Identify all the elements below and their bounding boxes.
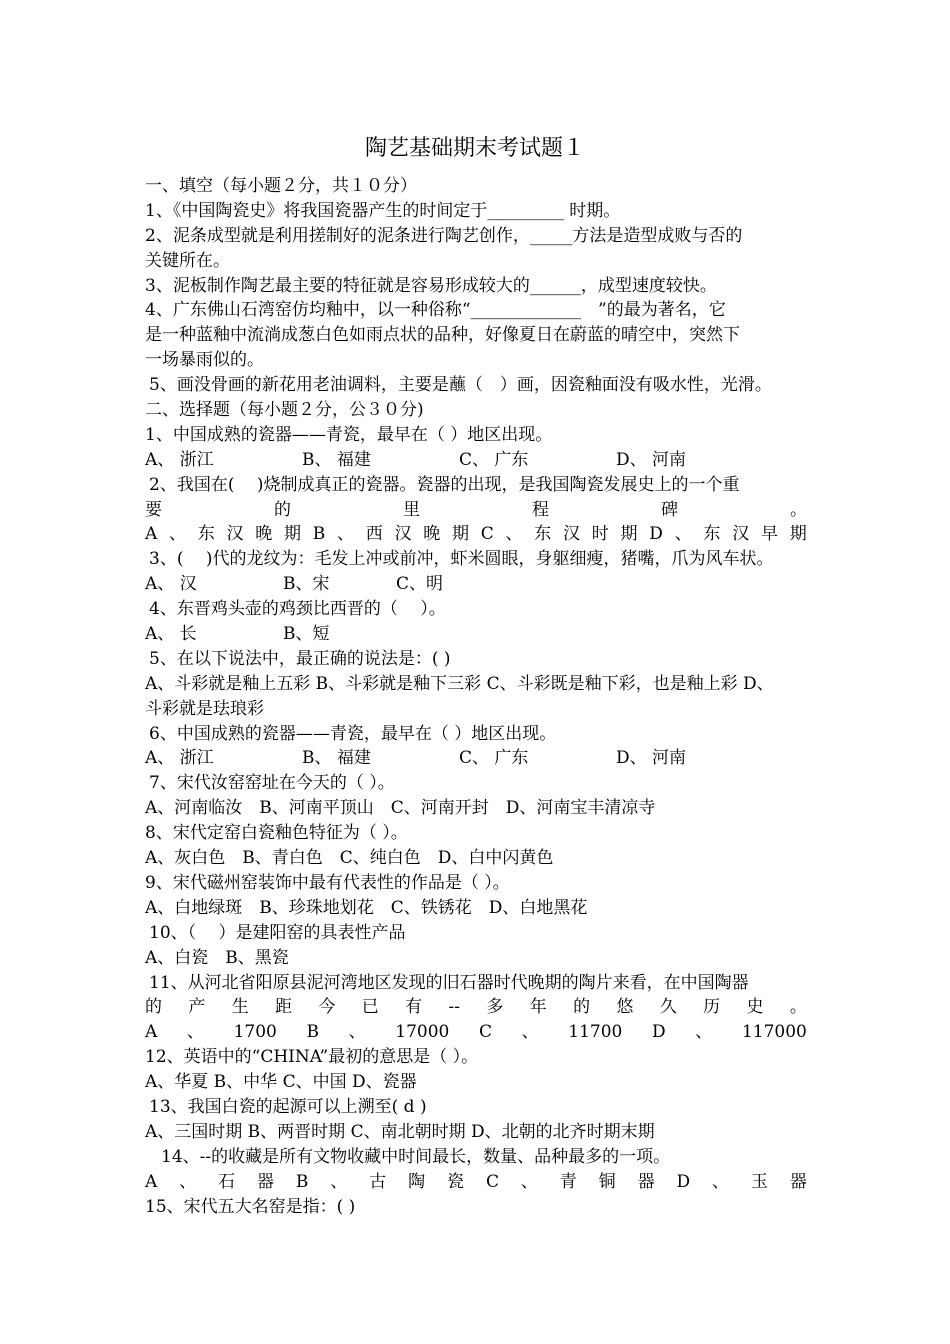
word: 有 — [405, 997, 423, 1018]
choice-question-7-options: A、河南临汝 B、河南平顶山 C、河南开封 D、河南宝丰清凉寺 — [145, 798, 656, 819]
choice-question-9-options: A、白地绿斑 B、珍珠地划花 C、铁锈花 D、白地黑花 — [145, 897, 588, 918]
word: 年 — [529, 997, 547, 1018]
glyph: B — [312, 524, 326, 545]
choice-question-10-options: A、白瓷 B、黑瓷 — [145, 947, 289, 968]
glyph: C — [485, 1171, 499, 1192]
glyph: 西 — [365, 524, 383, 545]
glyph: D — [676, 1171, 691, 1192]
glyph: 汉 — [732, 524, 750, 545]
choice-question-15: 15、宋代五大名窑是指：( ) — [145, 1196, 356, 1217]
fill-question-5: 5、画没骨画的新花用老油调料，主要是蘸（ ）画，因瓷釉面没有吸水性，光滑。 — [149, 375, 772, 396]
glyph: 汉 — [563, 524, 581, 545]
word: 碑 — [661, 499, 678, 520]
glyph: 、 — [330, 1171, 348, 1192]
choice-question-9: 9、宋代磁州窑装饰中最有代表性的作品是（ ）。 — [145, 872, 510, 893]
glyph: 时 — [591, 524, 609, 545]
word: 历 — [703, 997, 721, 1018]
choice-question-6: 6、中国成熟的瓷器——青瓷，最早在（ ）地区出现。 — [149, 723, 557, 744]
choice-question-3-options — [145, 572, 807, 597]
choice-question-7: 7、宋代汝窑窑址在今天的（ ）。 — [149, 773, 395, 794]
glyph: 期 — [284, 524, 302, 545]
word: 里 — [403, 499, 420, 520]
choice-question-5-options-line-1: A、斗彩就是釉上五彩 B、斗彩就是釉下三彩 C、斗彩既是釉下彩，也是釉上彩 D、 — [145, 673, 774, 694]
glyph: B — [306, 1022, 319, 1043]
glyph: 期 — [789, 524, 807, 545]
glyph: 、 — [348, 1022, 366, 1043]
word: 史 — [746, 997, 764, 1018]
glyph: 晚 — [255, 524, 273, 545]
glyph: A — [145, 524, 158, 545]
fill-question-3: 3、泥板制作陶艺最主要的特征就是容易形成较大的______，成型速度较快。 — [145, 275, 717, 296]
glyph: 、 — [521, 1022, 539, 1043]
choice-question-5-options-line-2: 斗彩就是珐琅彩 — [145, 698, 264, 719]
choice-question-12-options: A、华夏 B、中华 C、中国 D、瓷器 — [145, 1072, 417, 1093]
choice-question-11-line-2 — [145, 995, 807, 1020]
glyph: 器 — [257, 1171, 274, 1192]
word: 的 — [573, 997, 591, 1018]
choice-question-11-options — [145, 1020, 807, 1045]
word: 悠 — [616, 997, 634, 1018]
choice-question-2-line-2 — [145, 498, 807, 523]
glyph: C — [478, 1022, 492, 1043]
glyph: 、 — [520, 1171, 538, 1192]
glyph: 早 — [760, 524, 778, 545]
glyph: 、 — [674, 524, 692, 545]
word: 产 — [188, 997, 206, 1018]
option-a: A、 汉 — [145, 574, 197, 595]
glyph: 汉 — [394, 524, 412, 545]
glyph: 期 — [452, 524, 470, 545]
glyph: 期 — [620, 524, 638, 545]
choice-question-8: 8、宋代定窑白瓷釉色特征为（ ）。 — [145, 823, 408, 844]
option-d: D、 河南 — [616, 748, 687, 769]
word: 距 — [275, 997, 293, 1018]
glyph: 、 — [169, 524, 187, 545]
glyph: 青 — [559, 1171, 577, 1192]
glyph: 、 — [712, 1171, 730, 1192]
choice-question-2-options — [145, 522, 807, 547]
page-title: 陶艺基础期末考试题１ — [364, 136, 585, 161]
word: 。 — [789, 997, 807, 1018]
option-b: B、短 — [283, 624, 330, 645]
glyph: 、 — [179, 1171, 197, 1192]
fill-question-2-line-2: 关键所在。 — [145, 250, 230, 271]
section-fill-header: 一、填空（每小题２分，共１０分） — [145, 176, 417, 196]
choice-question-10: 10、（ ）是建阳窑的具表性产品 — [149, 922, 406, 943]
choice-question-4: 4、东晋鸡头壶的鸡颈比西晋的（ ）。 — [149, 599, 446, 620]
choice-question-6-options — [145, 746, 807, 771]
option-a: A、 浙江 — [145, 748, 214, 769]
glyph: A — [145, 1171, 158, 1192]
glyph: 11700 — [568, 1022, 623, 1043]
choice-question-8-options: A、灰白色 B、青白色 C、纯白色 D、白中闪黄色 — [145, 848, 554, 869]
word: 要 — [145, 499, 162, 520]
option-b: B、 福建 — [302, 748, 371, 769]
word: 生 — [231, 997, 249, 1018]
glyph: 东 — [534, 524, 552, 545]
choice-question-2-line-1: 2、我国在( )烧制成真正的瓷器。瓷器的出现，是我国陶瓷发展史上的一个重 — [149, 474, 740, 495]
glyph: 晚 — [423, 524, 441, 545]
fill-question-4-line-3: 一场暴雨似的。 — [145, 350, 264, 371]
option-c: C、 广东 — [459, 449, 529, 470]
fill-question-4-line-2: 是一种蓝釉中流淌成葱白色如雨点状的品种，好像夏日在蔚蓝的晴空中，突然下 — [145, 325, 740, 346]
choice-question-13: 13、我国白瓷的起源可以上溯至( d ) — [149, 1096, 427, 1117]
glyph: 铜 — [598, 1171, 616, 1192]
glyph: 古 — [369, 1171, 387, 1192]
glyph: 石 — [218, 1171, 236, 1192]
option-d: D、 河南 — [616, 449, 687, 470]
choice-question-14-options — [145, 1170, 807, 1195]
glyph: 17000 — [395, 1022, 450, 1043]
word: 程 — [532, 499, 549, 520]
word: 久 — [659, 997, 677, 1018]
word: 多 — [486, 997, 504, 1018]
glyph: B — [295, 1171, 309, 1192]
choice-question-12: 12、英语中的“CHINA”最初的意思是（ ）。 — [145, 1047, 479, 1068]
choice-question-5: 5、在以下说法中，最正确的说法是：( ) — [149, 648, 451, 669]
choice-question-1: 1、中国成熟的瓷器——青瓷，最早在（ ）地区出现。 — [145, 424, 553, 445]
fill-question-2-line-1: 2、泥条成型就是利用搓制好的泥条进行陶艺创作，_____方法是造型成败与否的 — [145, 225, 743, 246]
glyph: D — [652, 1022, 666, 1043]
option-a: A、 长 — [145, 624, 197, 645]
glyph: 器 — [789, 1171, 807, 1192]
glyph: 陶 — [408, 1171, 426, 1192]
glyph: 、 — [505, 524, 523, 545]
word: 。 — [790, 499, 807, 520]
glyph: 器 — [637, 1171, 655, 1192]
choice-question-1-options — [145, 448, 807, 473]
fill-question-4-line-1: 4、广东佛山石湾窑仿均釉中，以一种俗称“_____________ ”的最为著名，它 — [145, 300, 726, 321]
choice-question-14: 14、--的收藏是所有文物收藏中时间最长，数量、品种最多的一项。 — [161, 1146, 671, 1167]
exam-content — [145, 174, 807, 1219]
choice-question-13-options: A、三国时期 B、两晋时期 C、南北朝时期 D、北朝的北齐时期末期 — [145, 1121, 655, 1142]
option-a: A、 浙江 — [145, 449, 214, 470]
glyph: 汉 — [226, 524, 244, 545]
fill-question-1: 1、《中国陶瓷史》将我国瓷器产生的时间定于_________ 时期。 — [145, 200, 621, 221]
option-c: C、明 — [396, 574, 444, 595]
glyph: D — [649, 524, 663, 545]
section-choice-header: 二、选择题（每小题２分，公３０分) — [145, 400, 424, 421]
word: 已 — [361, 997, 379, 1018]
glyph: 玉 — [750, 1171, 768, 1192]
option-b: B、宋 — [283, 574, 330, 595]
glyph: 117000 — [741, 1022, 807, 1043]
glyph: 、 — [186, 1022, 204, 1043]
word: -- — [448, 997, 461, 1018]
option-b: B、 福建 — [302, 449, 371, 470]
glyph: A — [145, 1022, 158, 1043]
choice-question-4-options — [145, 622, 807, 647]
word: 的 — [274, 499, 291, 520]
glyph: 东 — [197, 524, 215, 545]
glyph: 、 — [695, 1022, 713, 1043]
option-c: C、 广东 — [459, 748, 529, 769]
glyph: 东 — [703, 524, 721, 545]
glyph: 1700 — [233, 1022, 277, 1043]
word: 今 — [318, 997, 336, 1018]
choice-question-11-line-1: 11、从河北省阳原县泥河湾地区发现的旧石器时代晚期的陶片来看，在中国陶器 — [149, 972, 749, 993]
choice-question-3: 3、( )代的龙纹为：毛发上冲或前冲，虾米圆眼，身躯细瘦，猪嘴，爪为风车状。 — [149, 549, 774, 570]
glyph: C — [480, 524, 494, 545]
word: 的 — [145, 997, 162, 1018]
glyph: 、 — [337, 524, 355, 545]
glyph: 瓷 — [447, 1171, 465, 1192]
